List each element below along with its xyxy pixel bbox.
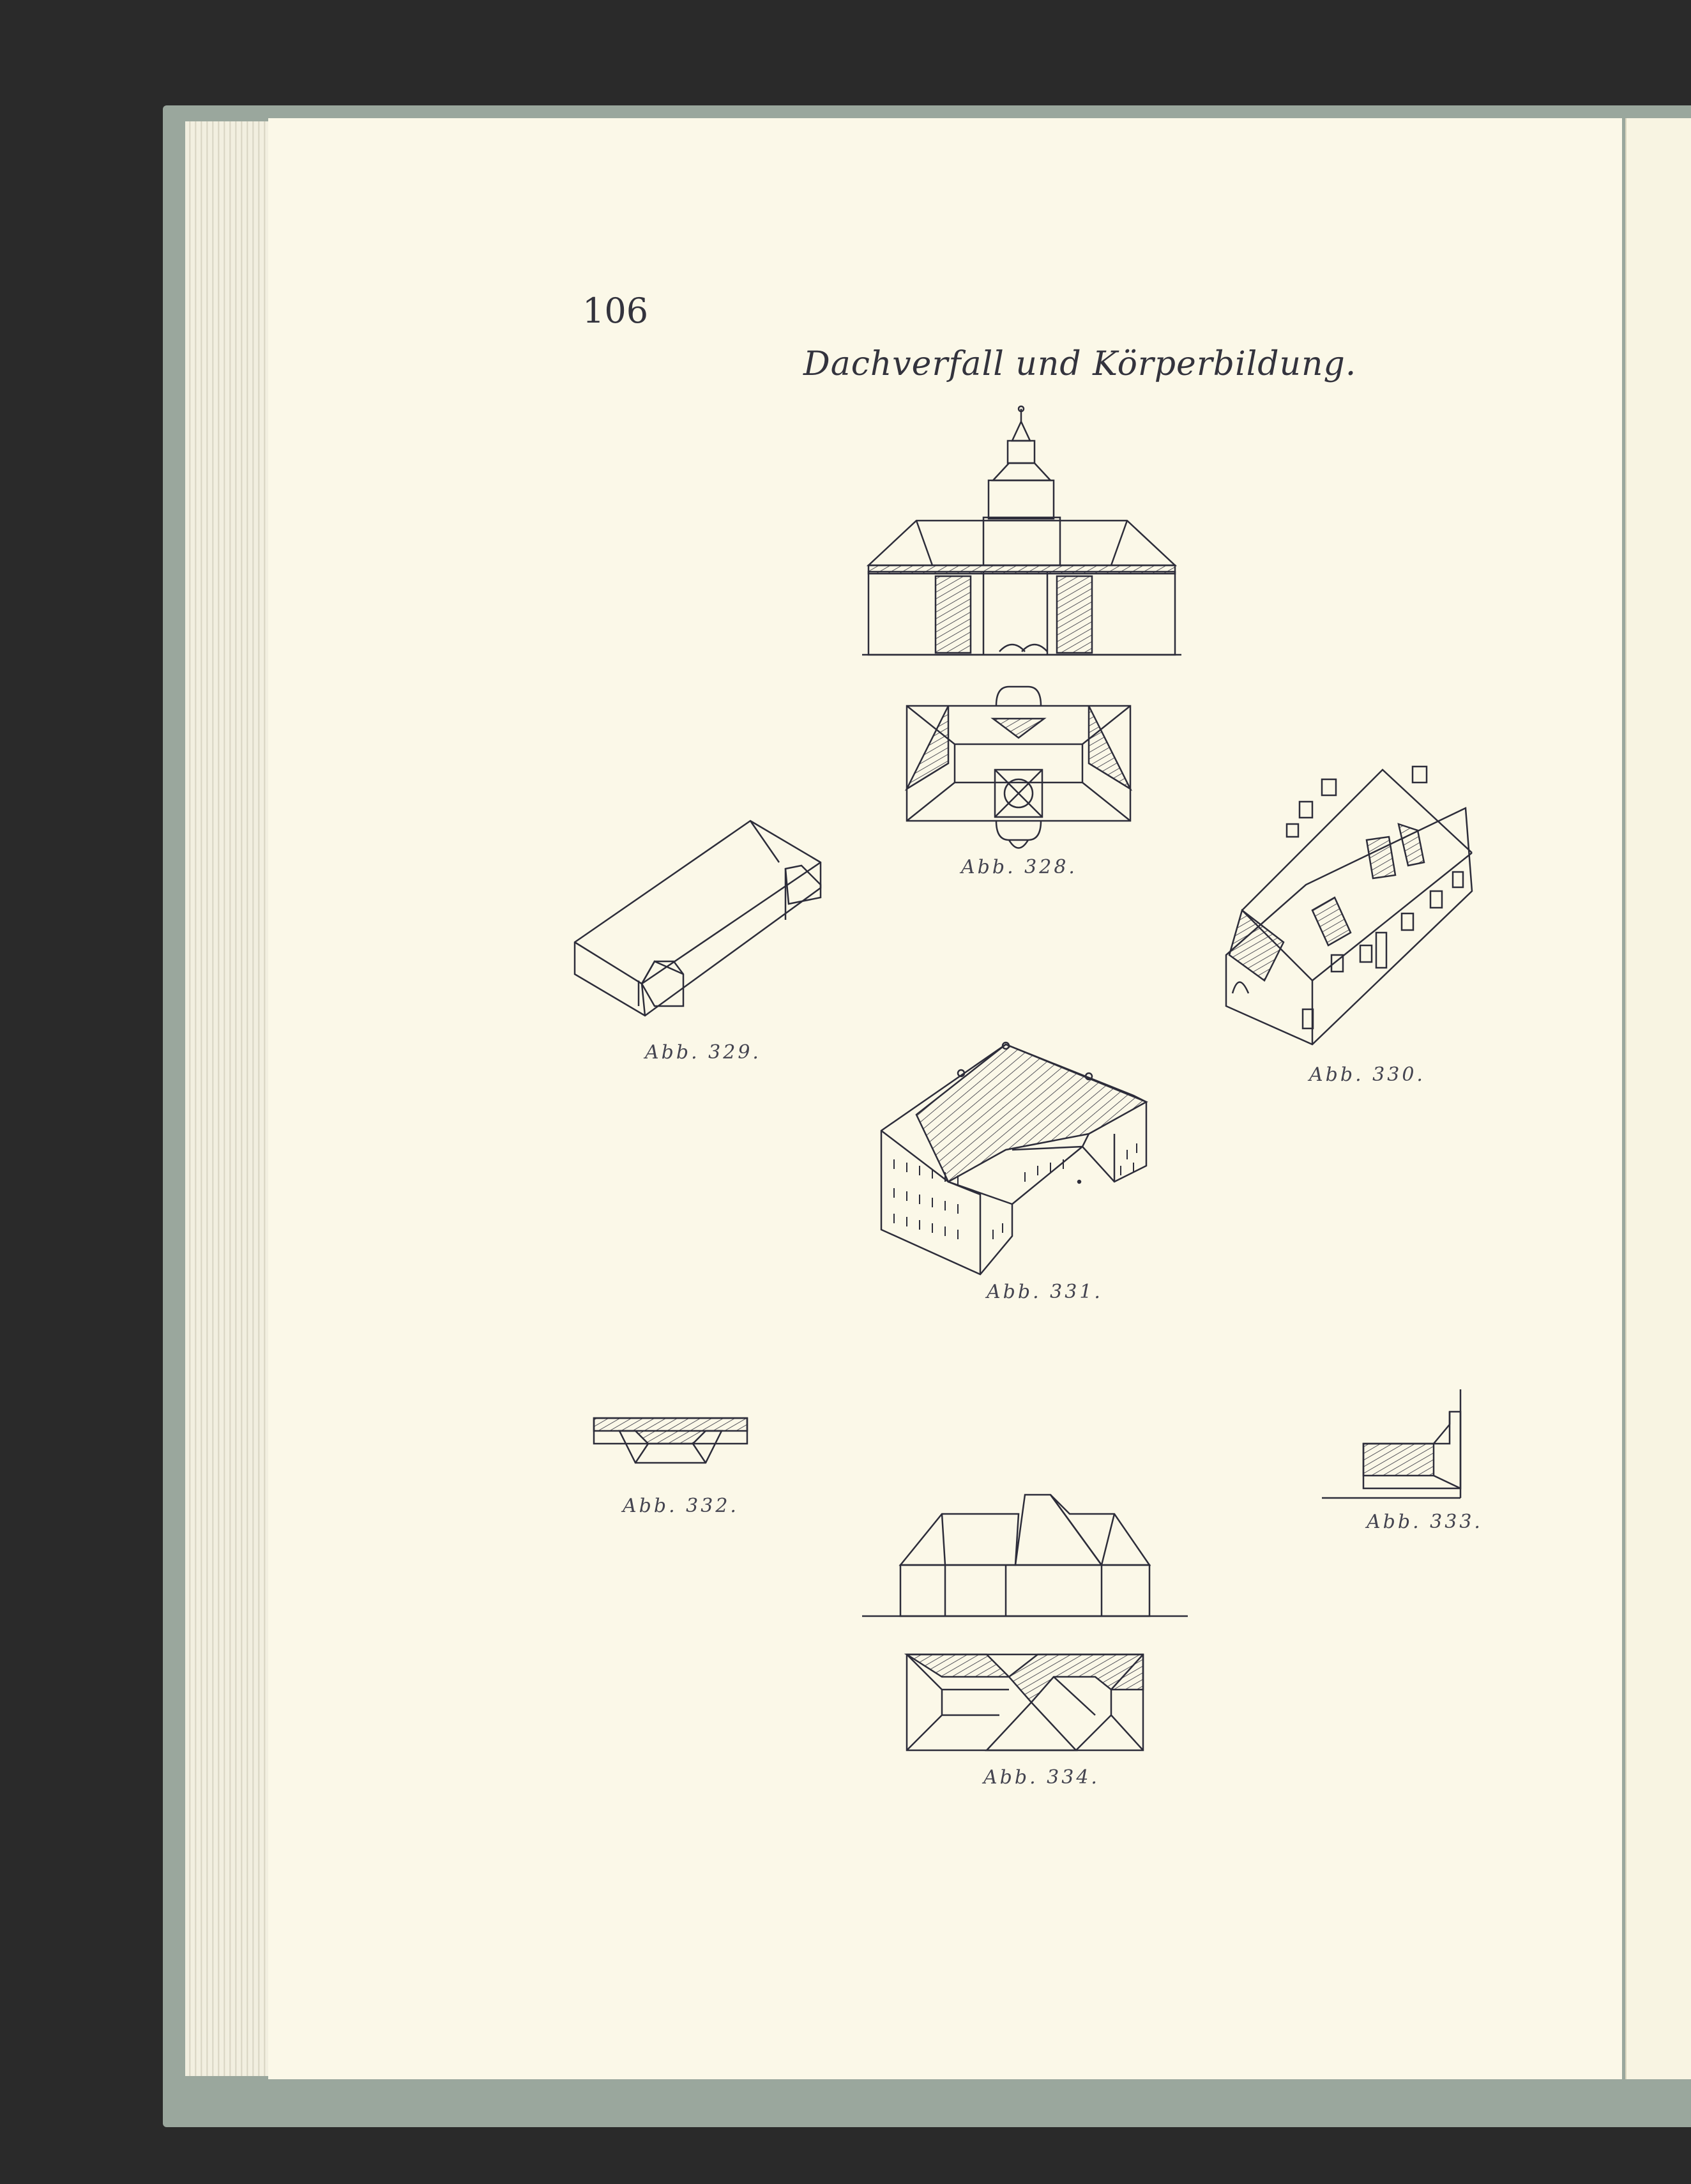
- abb-331-drawing: [878, 1038, 1159, 1281]
- abb-333-caption: Abb. 333.: [1367, 1511, 1483, 1533]
- abb-333-drawing: [1319, 1386, 1469, 1501]
- abb-328-elevation-drawing: [862, 409, 1181, 658]
- abb-334-caption: Abb. 334.: [983, 1766, 1100, 1789]
- abb-328-caption: Abb. 328.: [961, 856, 1077, 878]
- abb-329-caption: Abb. 329.: [645, 1041, 761, 1064]
- abb-334-elevation-drawing: [859, 1495, 1191, 1623]
- page-edges: [185, 121, 278, 2076]
- abb-329-drawing: [572, 818, 824, 1035]
- abb-332-caption: Abb. 332.: [623, 1495, 739, 1517]
- page-number: 106: [582, 291, 649, 331]
- abb-334-plan-drawing: [904, 1651, 1146, 1753]
- running-head: Dachverfall und Körperbildung.: [803, 345, 1357, 383]
- abb-330-caption: Abb. 330.: [1309, 1064, 1425, 1086]
- abb-332-drawing: [591, 1415, 750, 1469]
- abb-328-plan-drawing: [904, 687, 1134, 853]
- abb-331-caption: Abb. 331.: [987, 1281, 1103, 1303]
- abb-330-drawing: [1223, 763, 1478, 1057]
- facing-page-edge: [1625, 118, 1691, 2079]
